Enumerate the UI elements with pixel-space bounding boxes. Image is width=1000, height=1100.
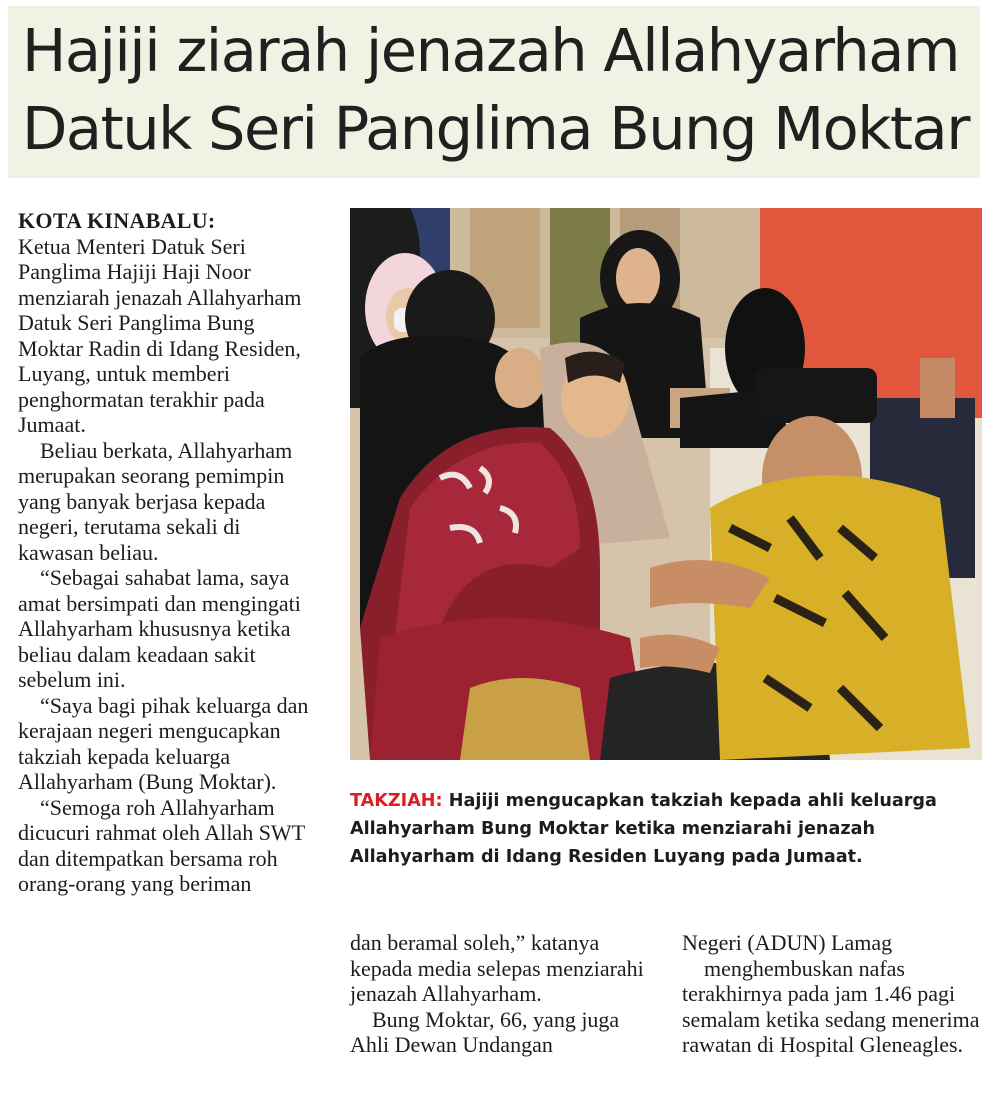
article-dateline: KOTA KINABALU: (18, 208, 216, 233)
headline-line-2: Datuk Seri Panglima Bung Moktar (22, 94, 969, 163)
article-column-3 (682, 930, 982, 1058)
photo-caption (350, 787, 982, 871)
paragraph-2: Beliau berkata, Allahyarham merupakan seorang pemimpin yang banyak berjasa kepada negeri, terutama sekali di kawasan beliau. (18, 437, 293, 565)
news-photo (350, 208, 982, 760)
article-column-1 (18, 208, 320, 897)
paragraph-5: “Semoga roh Allahyarham dicucuri rahmat oleh Allah SWT dan ditempatkan bersama roh orang-orang yang beriman (18, 794, 305, 896)
headline-line-1: Hajiji ziarah jenazah Allahyarham (22, 16, 959, 85)
paragraph-6: dan beramal soleh,” katanya kepada media selepas menziarahi jenazah Allahyarham. (350, 930, 644, 1006)
paragraph-9: menghembuskan nafas terakhirnya pada jam 1.46 pagi semalam ketika sedang menerima rawatan di Hospital Gleneagles. (682, 955, 980, 1057)
caption-tag: TAKZIAH: (350, 791, 443, 811)
paragraph-1: Ketua Menteri Datuk Seri Panglima Hajiji Haji Noor menziarah jenazah Allahyarham Datuk Seri Panglima Bung Moktar Radin di Idang Residen, Luyang, untuk memberi penghormatan terakhir pada Jumaat. (18, 233, 302, 437)
headline-banner (8, 6, 980, 178)
article-column-2 (350, 930, 652, 1058)
paragraph-4: “Saya bagi pihak keluarga dan kerajaan negeri mengucapkan takziah kepada keluarga Allahyarham (Bung Moktar). (18, 692, 309, 794)
photo-illustration (350, 208, 982, 760)
paragraph-3: “Sebagai sahabat lama, saya amat bersimpati dan mengingati Allahyarham khususnya ketika beliau dalam keadaan sakit sebelum ini. (18, 565, 301, 692)
paragraph-8: Negeri (ADUN) Lamag (682, 930, 893, 955)
caption-text: Hajiji mengucapkan takziah kepada ahli keluarga Allahyarham Bung Moktar ketika menziarahi jenazah Allahyarham di Idang Residen Luyang pada Jumaat. (350, 791, 937, 867)
paragraph-7: Bung Moktar, 66, yang juga Ahli Dewan Undangan (350, 1006, 620, 1057)
